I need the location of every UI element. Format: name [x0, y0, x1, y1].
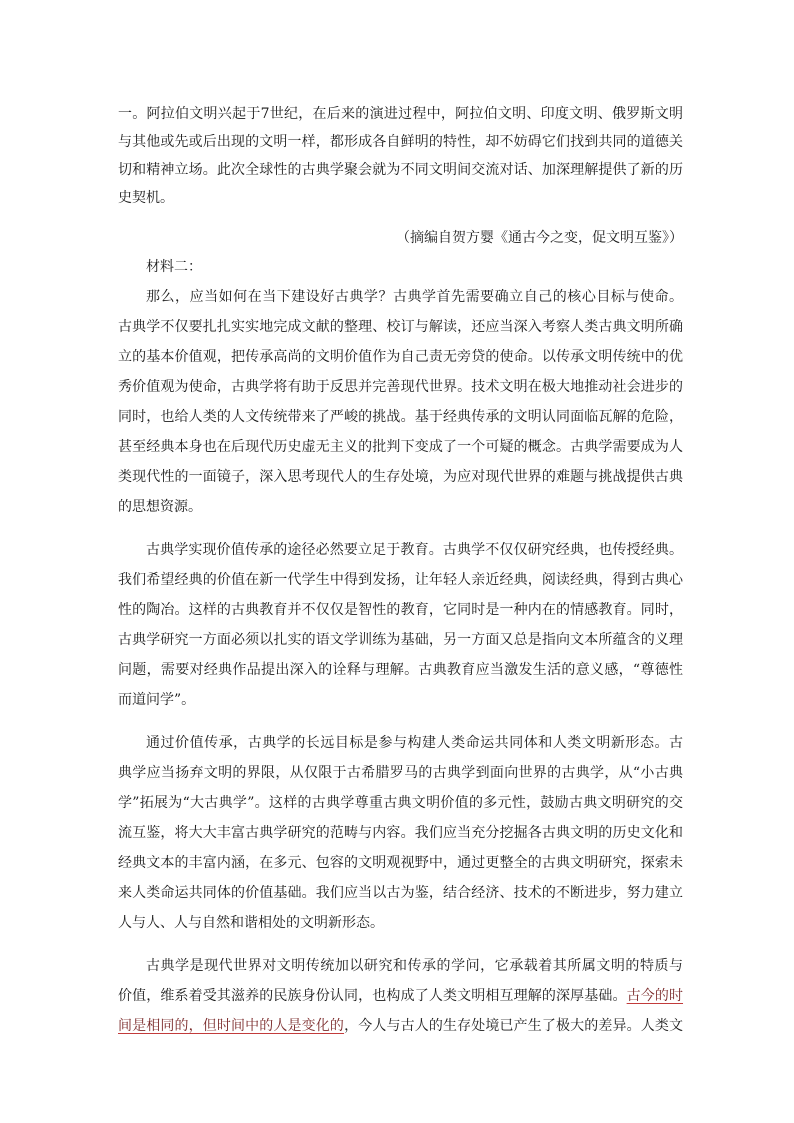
line-text: 史契机。 — [118, 190, 174, 206]
line-text: 古典学实现价值传承的途径必然要立足于教育。古典学不仅仅研究经典，也传授经典。 — [146, 542, 683, 558]
text-line — [118, 317, 683, 337]
line-text: 立的基本价值观，把传承高尚的文明价值作为自己责无旁贷的使命。以传承文明传统中的优 — [118, 349, 683, 365]
text-line — [118, 570, 683, 590]
line-text: 古典学研究一方面必须以扎实的语文学训练为基础，另一方面又总是指向文本所蕴含的义理 — [118, 632, 683, 648]
line-text: 类现代性的一面镜子，深入思考现代人的生存处境，为应对现代世界的难题与挑战提供古典 — [118, 469, 683, 485]
text-line — [118, 823, 683, 843]
line-text: 甚至经典本身也在后现代历史虚无主义的批判下变成了一个可疑的概念。古典学需要成为人 — [118, 439, 683, 455]
text-line — [118, 188, 683, 208]
line-text: 问题，需要对经典作品提出深入的诠释与理解。古典教育应当激发生活的意义感，“尊德性 — [118, 662, 683, 678]
underlined-text: 间是相同的，但时间中的人是变化的 — [118, 1018, 345, 1034]
line-text: 秀价值观为使命，古典学将有助于反思并完善现代世界。技术文明在极大地推动社会进步的 — [118, 379, 683, 395]
line-text: 来人类命运共同体的价值基础。我们应当以古为鉴，结合经济、技术的不断进步，努力建立 — [118, 885, 683, 901]
line-text: 与其他或先或后出现的文明一样，都形成各自鲜明的特性，却不妨碍它们找到共同的道德关 — [118, 134, 683, 150]
text-line — [118, 853, 683, 873]
text-line — [118, 600, 683, 620]
text-line — [118, 913, 683, 933]
line-text: ，今人与古人的生存处境已产生了极大的差异。人类文 — [344, 1018, 684, 1034]
text-line — [118, 228, 683, 248]
line-text: 材料二： — [146, 259, 202, 275]
text-line — [118, 986, 683, 1006]
line-text: 那么，应当如何在当下建设好古典学？古典学首先需要确立自己的核心目标与使命。 — [146, 289, 683, 305]
line-text: 古典学不仅要扎扎实实地完成文献的整理、校订与解读，还应当深入考察人类古典文明所确 — [118, 319, 683, 335]
text-line — [118, 497, 683, 517]
text-line — [118, 377, 683, 397]
underlined-text: 古今的时 — [626, 988, 684, 1004]
line-text: 一。阿拉伯文明兴起于7世纪，在后来的演进过程中，阿拉伯文明、印度文明、俄罗斯文明 — [118, 106, 683, 122]
text-line — [118, 690, 683, 710]
text-line — [146, 956, 683, 976]
text-line — [118, 104, 683, 124]
line-text: 而道问学”。 — [118, 692, 196, 708]
text-line — [118, 763, 683, 783]
text-line — [146, 733, 683, 753]
text-line — [118, 660, 683, 680]
text-line — [146, 540, 683, 560]
text-line — [118, 347, 683, 367]
text-line — [118, 160, 683, 180]
text-line — [118, 437, 683, 457]
line-text: 切和精神立场。此次全球性的古典学聚会就为不同文明间交流对话、加深理解提供了新的历 — [118, 162, 683, 178]
text-line — [118, 1016, 683, 1036]
text-line — [118, 467, 683, 487]
text-line — [118, 407, 683, 427]
line-text: 同时，也给人类的人文传统带来了严峻的挑战。基于经典传承的文明认同面临瓦解的危险， — [118, 409, 683, 425]
text-line — [118, 132, 683, 152]
line-text: 经典文本的丰富内涵，在多元、包容的文明观视野中，通过更整全的古典文明研究，探索未 — [118, 855, 683, 871]
line-text: 价值，维系着受其滋养的民族身份认同，也构成了人类文明相互理解的深厚基础。 — [118, 988, 627, 1004]
line-text: （摘编自贺方婴《通古今之变，促文明互鉴》） — [396, 230, 683, 246]
text-line — [118, 630, 683, 650]
line-text: 学”拓展为“大古典学”。这样的古典学尊重古典文明价值的多元性，鼓励古典文明研究的交 — [118, 795, 683, 811]
text-line — [118, 883, 683, 903]
line-text: 人与人、人与自然和谐相处的文明新形态。 — [118, 915, 384, 931]
line-text: 的思想资源。 — [118, 499, 202, 515]
line-text: 古典学是现代世界对文明传统加以研究和传承的学问，它承载着其所属文明的特质与 — [146, 958, 683, 974]
line-text: 通过价值传承，古典学的长远目标是参与构建人类命运共同体和人类文明新形态。古 — [146, 735, 683, 751]
line-text: 流互鉴，将大大丰富古典学研究的范畴与内容。我们应当充分挖掘各古典文明的历史文化和 — [118, 825, 683, 841]
text-line — [146, 257, 683, 277]
text-line — [118, 793, 683, 813]
text-line — [146, 287, 683, 307]
line-text: 我们希望经典的价值在新一代学生中得到发扬，让年轻人亲近经典，阅读经典，得到古典心 — [118, 572, 683, 588]
line-text: 典学应当扬弃文明的界限，从仅限于古希腊罗马的古典学到面向世界的古典学，从“小古典 — [118, 765, 683, 781]
line-text: 性的陶冶。这样的古典教育并不仅仅是智性的教育，它同时是一种内在的情感教育。同时， — [118, 602, 683, 618]
